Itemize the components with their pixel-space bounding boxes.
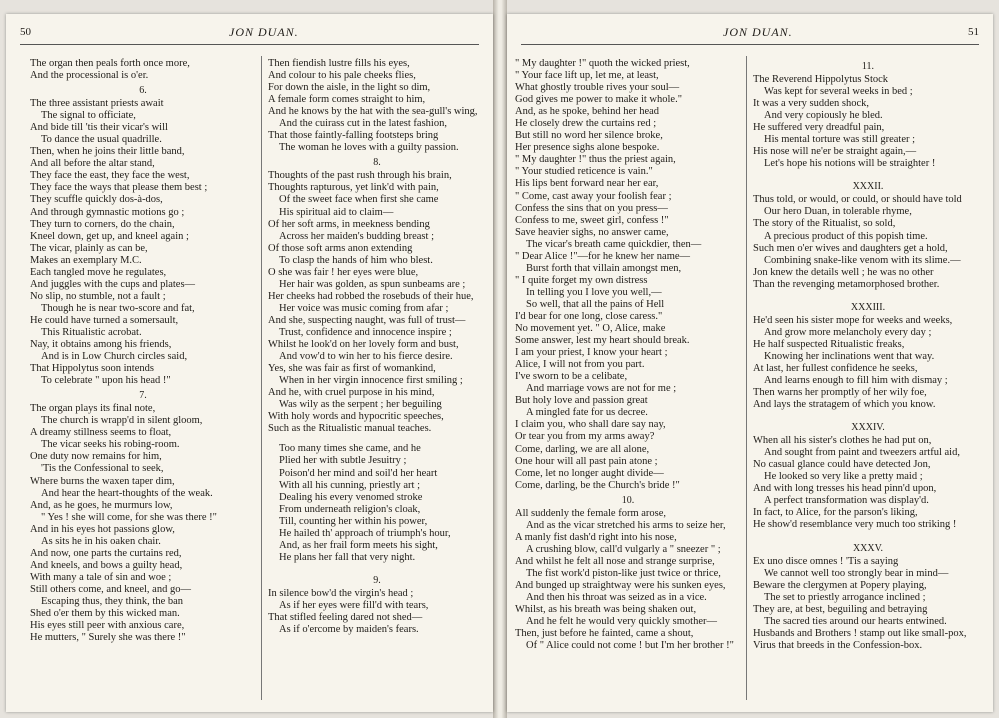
verse-line: He hailed th' approach of triumph's hour, (279, 527, 451, 539)
verse-line: The fist work'd piston-like just twice or thrice, (526, 567, 721, 579)
verse-line: And vow'd to win her to his fierce desire. (279, 351, 453, 363)
verse-line: Poison'd her mind and soil'd her heart (279, 467, 438, 479)
verse-line: Some answer, lest my heart should break. (515, 335, 690, 347)
verse-line: And very copiously he bled. (764, 110, 883, 122)
verse-line: In fact, to Alice, for the parson's liking, (753, 507, 918, 519)
verse-line: They face the ways that please them best ; (30, 182, 208, 194)
verse-line: And marriage vows are not for me ; (526, 383, 677, 395)
verse-line: And, as he goes, he murmurs low, (30, 499, 173, 511)
verse-line: And the cuirass cut in the latest fashion, (279, 118, 447, 130)
verse-line: And bunged up straightway were his sunken eyes, (515, 579, 726, 591)
verse-line: Confess to me, sweet girl, confess !" (515, 214, 669, 226)
verse-line: From underneath religion's cloak, (279, 503, 421, 515)
verse-line: Beware the clergymen at Popery playing, (753, 579, 927, 591)
stanza-number: 11. (861, 61, 875, 72)
verse-line: Across her maiden's budding breast ; (279, 230, 434, 242)
verse-line: No slip, no stumble, not a fault ; (30, 290, 166, 302)
right-column-divider (746, 56, 747, 700)
verse-line: With many a tale of sin and woe ; (30, 571, 172, 583)
verse-line: A mingled fate for us decree. (526, 407, 648, 419)
verse-line: Knowing her inclinations went that way. (764, 350, 935, 362)
verse-line: And colour to his pale cheeks flies, (268, 70, 416, 82)
verse-line: A crushing blow, call'd vulgarly a " sneezer " ; (526, 543, 721, 555)
verse-line: And whilst he felt all nose and strange surprise, (515, 555, 715, 567)
verse-line: That those faintly-falling footsteps bring (268, 130, 439, 142)
verse-line: I'd bear for one long, close caress." (515, 310, 663, 322)
verse-line: 'Tis the Confessional to seek, (41, 463, 164, 475)
verse-line: As if her eyes were fill'd with tears, (279, 599, 429, 611)
verse-line: Come, darling, we are all alone, (515, 443, 650, 455)
verse-line: He plans her fall that very night. (279, 551, 416, 563)
verse-line: And through gymnastic motions go ; (30, 206, 185, 218)
verse-line: I've sworn to be a celibate, (515, 371, 628, 383)
verse-line: His lips bent forward near her ear, (515, 178, 659, 190)
verse-line: Of the sweet face when first she came (279, 194, 439, 206)
verse-line: And then his throat was seized as in a vice. (526, 592, 707, 604)
verse-line: " My daughter !" thus the priest again, (515, 154, 676, 166)
verse-line: Plied her with subtle Jesuitry ; (279, 455, 407, 467)
verse-line: The vicar seeks his robing-room. (41, 439, 180, 451)
verse-line: And juggles with the cups and plates— (30, 278, 196, 290)
verse-line: Yes, she was fair as first of womankind, (268, 363, 436, 375)
verse-line: Thus told, or would, or could, or should have told (753, 194, 962, 206)
verse-line: And she, suspecting naught, was full of trust— (268, 314, 466, 326)
right-page-number: 51 (968, 26, 979, 38)
verse-line: So well, that all the pains of Hell (526, 298, 665, 310)
verse-line: Jon knew the details well ; he was no other (753, 266, 934, 278)
verse-line: What ghostly trouble rives your soul— (515, 82, 680, 94)
verse-line: And grow more melancholy every day ; (764, 326, 932, 338)
verse-line: Then, when he joins their little band, (30, 146, 185, 158)
verse-line: A female form comes straight to him, (268, 94, 426, 106)
verse-line: With holy words and hypocritic speeches, (268, 411, 444, 423)
verse-line: Nay, it obtains among his friends, (30, 339, 172, 351)
stanza-gap (753, 532, 983, 540)
verse-line: Her cheeks had robbed the rosebuds of their hue, (268, 290, 474, 302)
verse-line: Kneel down, get up, and kneel again ; (30, 230, 189, 242)
verse-line: Shed o'er them by this wicked man. (30, 608, 180, 620)
verse-line: And all before the altar stand, (30, 158, 155, 170)
left-running-head (20, 24, 479, 45)
verse-line: Come, let no longer aught divide— (515, 467, 664, 479)
verse-line: Dealing his every venomed stroke (279, 491, 423, 503)
verse-line: Her voice was music coming from afar ; (279, 302, 449, 314)
stanza-number: 10. (621, 494, 635, 506)
verse-line: Such men o'er wives and daughters get a hold, (753, 242, 948, 254)
verse-line: With all his cunning, priestly art ; (279, 479, 421, 491)
verse-line: When in her virgin innocence first smiling ; (279, 375, 463, 387)
verse-line: They scuffle quickly dos-à-dos, (30, 194, 163, 206)
verse-line: A precious product of this popish time. (764, 230, 928, 242)
verse-line: Than the revenging metamorphosed brother. (753, 278, 940, 290)
verse-line: The signal to officiate, (41, 110, 136, 122)
verse-line: His nose will ne'er be straight again,— (753, 146, 917, 158)
verse-line: The story of the Ritualist, so sold, (753, 218, 896, 230)
verse-line: Our hero Duan, in tolerable rhyme, (764, 206, 912, 218)
verse-line: As if o'ercome by maiden's fears. (279, 624, 419, 636)
verse-line: The organ then peals forth once more, (30, 58, 190, 69)
book-gutter (493, 0, 507, 718)
verse-line: One hour will all past pain atone ; (515, 455, 658, 467)
verse-line: No movement yet. " O, Alice, make (515, 323, 666, 335)
stanza-number: 6. (139, 85, 147, 97)
verse-line: " Your face lift up, let me, at least, (515, 70, 659, 82)
verse-line: Then warns her promptly of her wily foe, (753, 387, 927, 399)
verse-line: To dance the usual quadrille. (41, 134, 162, 146)
stanza-gap (753, 411, 983, 419)
verse-line: They are, at best, beguiling and betraying (753, 603, 928, 615)
verse-line: Where burns the waxen taper dim, (30, 475, 175, 487)
verse-line: In telling you I love you well,— (526, 286, 662, 298)
verse-line: And learns enough to fill him with dismay ; (764, 374, 948, 386)
verse-line: He mutters, " Surely she was there !" (30, 632, 186, 644)
verse-line: The Reverend Hippolytus Stock (753, 74, 889, 85)
verse-line: And is in Low Church circles said, (41, 351, 188, 363)
right-page-column-2 (753, 58, 983, 652)
verse-line: Such as the Ritualistic manual teaches. (268, 423, 432, 435)
stanza-number: 8. (373, 157, 381, 169)
verse-line: And now, one parts the curtains red, (30, 547, 182, 559)
left-page-number: 50 (20, 26, 31, 38)
verse-line: The woman he loves with a guilty passion. (279, 142, 459, 154)
verse-line: A dreamy stillness seems to float, (30, 427, 172, 439)
verse-line: He suffered very dreadful pain, (753, 122, 885, 134)
verse-line: And as the vicar stretched his arms to seize her, (526, 519, 726, 531)
stanza-number: XXXIV. (851, 422, 885, 434)
verse-line: It was a very sudden shock, (753, 98, 870, 110)
verse-line: And the processional is o'er. (30, 70, 149, 82)
verse-line: And with long tresses his head pinn'd upon, (753, 483, 937, 495)
verse-line: Virus that breeds in the Confession-box. (753, 639, 923, 651)
verse-line: " My daughter !" quoth the wicked priest, (515, 58, 690, 69)
verse-line: Her presence sighs alone bespoke. (515, 142, 660, 154)
verse-line: The set to priestly arrogance inclined ; (764, 591, 926, 603)
stanza-number: XXXV. (852, 542, 884, 554)
stanza-gap (753, 170, 983, 178)
verse-line: No casual glance could have detected Jon, (753, 459, 931, 471)
verse-line: I claim you, who shall dare say nay, (515, 419, 666, 431)
verse-line: But holy love and passion great (515, 395, 648, 407)
verse-line: God gives me power to make it whole." (515, 94, 683, 106)
verse-line: The church is wrapp'd in silent gloom, (41, 415, 203, 427)
verse-line: Or tear you from my arms away? (515, 431, 655, 443)
verse-line: Was wily as the serpent ; her beguiling (279, 399, 442, 411)
verse-line: And in his eyes hot passions glow, (30, 523, 175, 535)
left-running-title: JON DUAN. (229, 25, 299, 39)
verse-line: Then, just before he fainted, came a shout, (515, 628, 694, 640)
verse-line: Let's hope his notions will be straighter ! (764, 158, 936, 170)
verse-line: They face the east, they face the west, (30, 170, 190, 182)
verse-line: Still others come, and kneel, and go— (30, 583, 191, 595)
verse-line: He looked so very like a pretty maid ; (764, 471, 923, 483)
verse-line: I am your priest, I know your heart ; (515, 347, 668, 359)
verse-line: At last, her fullest confidence he seeks, (753, 362, 918, 374)
verse-line: He closely drew the curtains red ; (515, 118, 657, 130)
stanza-gap (268, 564, 486, 572)
left-page (6, 14, 493, 712)
verse-line: We cannot well too strongly bear in mind— (764, 567, 949, 579)
verse-line: Makes an exemplary M.C. (30, 254, 142, 266)
verse-line: The vicar's breath came quickdier, then— (526, 238, 702, 250)
verse-line: And lays the stratagem of which you know. (753, 399, 936, 411)
verse-line: Confess the sins that on you press— (515, 202, 668, 214)
verse-line: To celebrate " upon his head !" (41, 375, 171, 387)
verse-line: For down the aisle, in the light so dim, (268, 82, 431, 94)
verse-line: All suddenly the female form arose, (515, 507, 667, 519)
verse-line: Each tangled move he regulates, (30, 266, 167, 278)
verse-line: And hear the heart-thoughts of the weak. (41, 487, 213, 499)
right-page (507, 14, 993, 712)
verse-line: Though he is near two-score and fat, (41, 302, 195, 314)
verse-line: Then fiendish lustre fills his eyes, (268, 58, 410, 69)
right-page-column-1 (515, 58, 741, 652)
verse-line: Escaping thus, they think, the ban (41, 595, 184, 607)
verse-line: " Come, cast away your foolish fear ; (515, 190, 672, 202)
left-page-column-1 (30, 58, 256, 644)
stanza-number: XXXII. (852, 181, 884, 193)
verse-line: He could have turned a somersault, (30, 314, 179, 326)
verse-line: Burst forth that villain amongst men, (526, 262, 682, 274)
verse-line: Husbands and Brothers ! stamp out like small-pox, (753, 627, 967, 639)
verse-line: As sits he in his oaken chair. (41, 535, 161, 547)
verse-line: Thoughts of the past rush through his brain, (268, 170, 452, 182)
verse-line: And he, with cruel purpose in his mind, (268, 387, 435, 399)
verse-line: " I quite forget my own distress (515, 274, 648, 286)
verse-line: A manly fist dash'd right into his nose, (515, 531, 677, 543)
verse-line: But still no word her silence broke, (515, 130, 663, 142)
verse-line: In silence bow'd the virgin's head ; (268, 587, 414, 599)
verse-line: He half suspected Ritualistic freaks, (753, 338, 905, 350)
verse-line: Alice, I will not from you part. (515, 359, 645, 371)
right-running-title: JON DUAN. (723, 25, 793, 39)
verse-line: This Ritualistic acrobat. (41, 326, 142, 338)
stanza-number: 9. (373, 574, 381, 586)
verse-line: Trust, confidence and innocence inspire ; (279, 326, 452, 338)
verse-line: His spiritual aid to claim— (279, 206, 394, 218)
verse-line: Too many times she came, and he (279, 443, 421, 455)
verse-line: Thoughts rapturous, yet link'd with pain, (268, 182, 439, 194)
stanza-number: 7. (139, 390, 147, 402)
verse-line: And bide till 'tis their vicar's will (30, 122, 168, 134)
verse-line: When all his sister's clothes he had put on, (753, 435, 932, 447)
verse-line: That stifled feeling dared not shed— (268, 611, 423, 623)
verse-line: And he knows by the hat with the sea-gull's wing, (268, 106, 478, 118)
verse-line: The vicar, plainly as can be, (30, 242, 148, 254)
verse-line: And he felt he would very quickly smother— (526, 616, 717, 628)
verse-line: The three assistant priests await (30, 98, 164, 110)
verse-line: Of " Alice could not come ! but I'm her brother !" (526, 640, 734, 652)
verse-line: The sacred ties around our hearts entwined. (764, 615, 947, 627)
verse-line: Come, darling, be the Church's bride !" (515, 479, 680, 491)
verse-line: One duty now remains for him, (30, 451, 162, 463)
verse-line: And, as her frail form meets his sight, (279, 539, 438, 551)
verse-line: To clasp the hands of him who blest. (279, 254, 433, 266)
verse-line: His mental torture was still greater ; (764, 134, 916, 146)
verse-line: His eyes still peer with anxious care, (30, 620, 185, 632)
verse-line: " Your studied reticence is vain." (515, 166, 653, 178)
stanza-gap (268, 435, 486, 443)
verse-line: Whilst, as his breath was being shaken out, (515, 604, 697, 616)
stanza-gap (753, 291, 983, 299)
left-page-column-2 (268, 58, 486, 636)
verse-line: That Hippolytus soon intends (30, 363, 154, 375)
verse-line: Ex uno disce omnes ! 'Tis a saying (753, 555, 899, 567)
verse-line: A perfect transformation was display'd. (764, 495, 929, 507)
verse-line: Save heavier sighs, no answer came, (515, 226, 669, 238)
verse-line: They turn to corners, do the chain, (30, 218, 175, 230)
verse-line: Of those soft arms anon extending (268, 242, 413, 254)
right-running-head (521, 24, 979, 45)
verse-line: Whilst he look'd on her lovely form and bust, (268, 339, 459, 351)
verse-line: And, as he spoke, behind her head (515, 106, 660, 118)
verse-line: Of her soft arms, in meekness bending (268, 218, 430, 230)
verse-line: Was kept for several weeks in bed ; (764, 86, 913, 98)
verse-line: O she was fair ! her eyes were blue, (268, 266, 419, 278)
verse-line: He show'd resemblance very much too striking ! (753, 519, 957, 531)
left-column-divider (261, 56, 262, 700)
verse-line: And sought from paint and tweezers artful aid, (764, 447, 960, 459)
verse-line: Combining snake-like venom with its slime.— (764, 254, 961, 266)
verse-line: The organ plays its final note, (30, 403, 156, 415)
verse-line: " Yes ! she will come, for she was there !" (41, 511, 217, 523)
verse-line: And kneels, and bows a guilty head, (30, 559, 183, 571)
verse-line: He'd seen his sister mope for weeks and weeks, (753, 314, 953, 326)
stanza-number: XXXIII. (850, 301, 886, 313)
verse-line: " Dear Alice !"—for he knew her name— (515, 250, 691, 262)
verse-line: Till, counting her within his power, (279, 515, 428, 527)
verse-line: Her hair was golden, as spun sunbeams are ; (279, 278, 466, 290)
